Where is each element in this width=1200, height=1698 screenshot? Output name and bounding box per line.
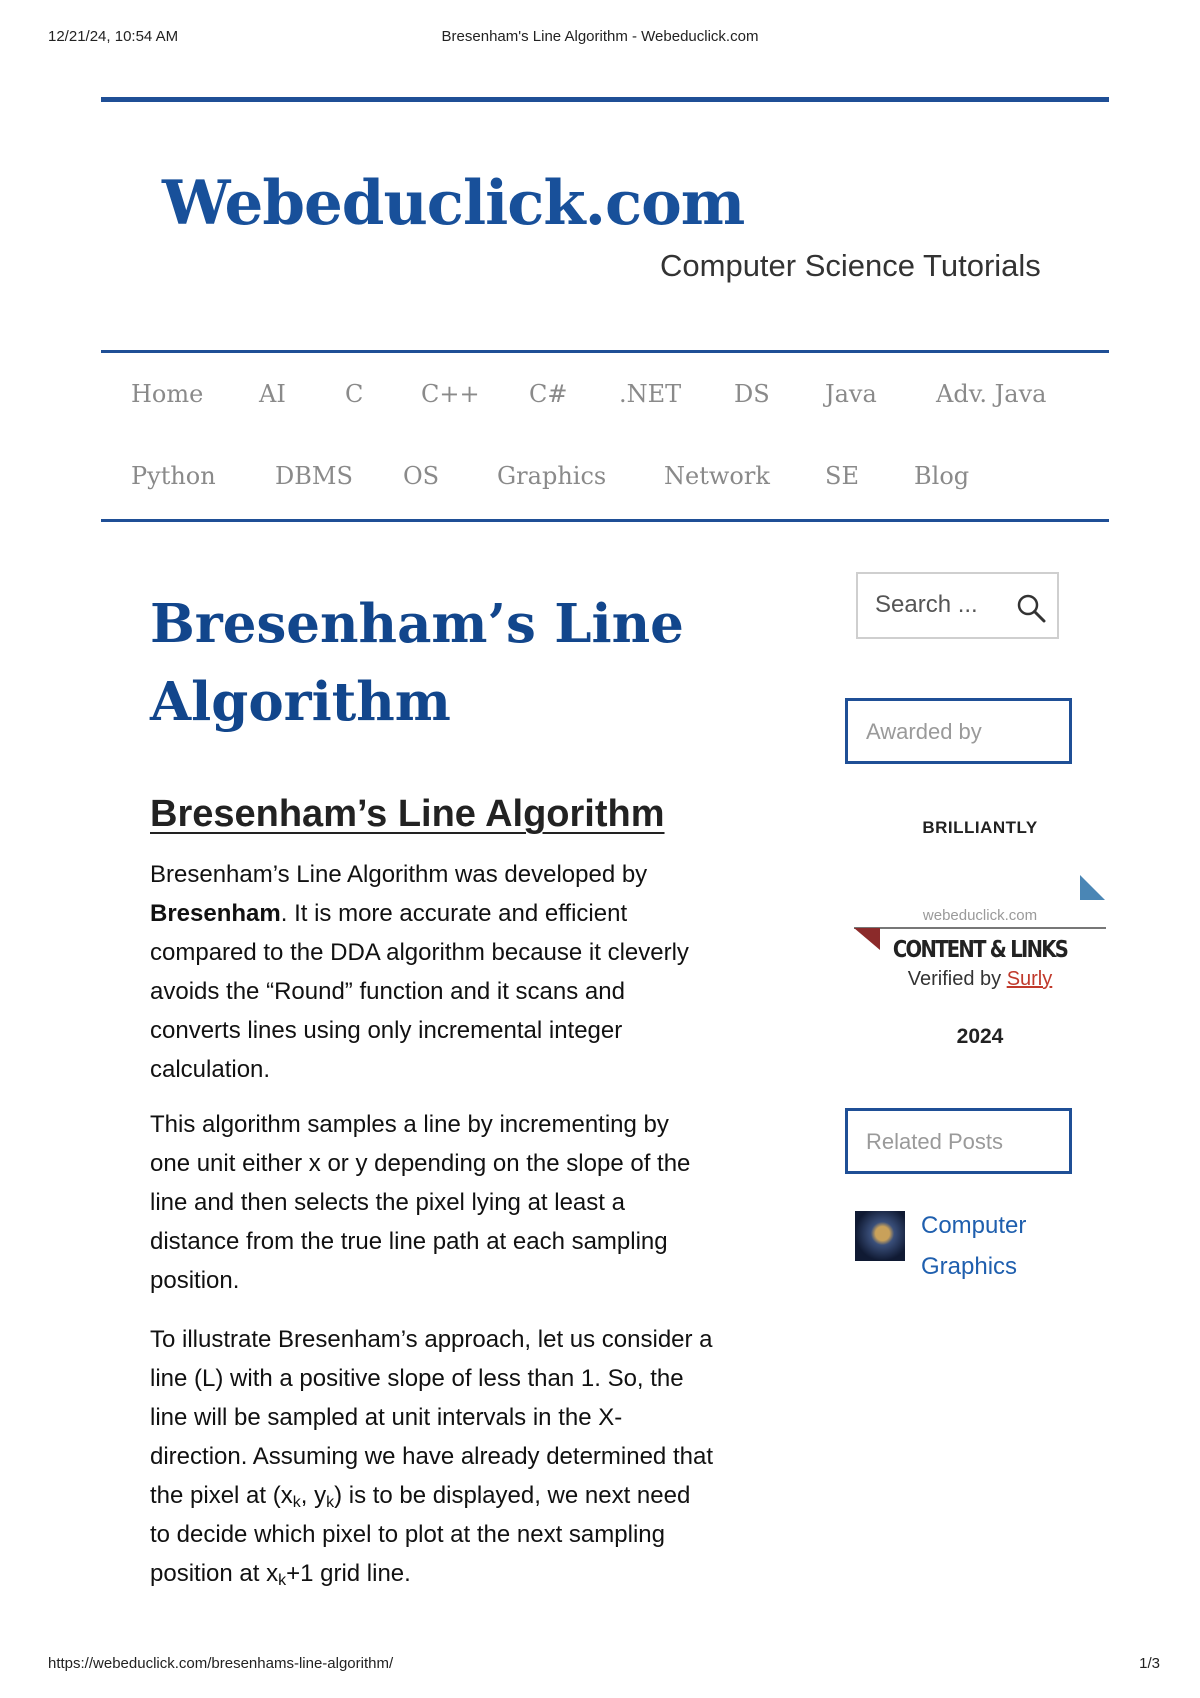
print-page-number: 1/3 xyxy=(1139,1655,1160,1672)
related-posts-widget-title xyxy=(845,1108,1072,1174)
subscript-k: k xyxy=(278,1572,287,1589)
nav-item-java[interactable]: Java xyxy=(825,380,877,408)
p2-line-4: distance from the true line path at each sampling xyxy=(150,1228,668,1255)
nav-item-graphics[interactable]: Graphics xyxy=(497,462,607,490)
p2-line-5: position. xyxy=(150,1267,240,1294)
related-posts-label: Related Posts xyxy=(866,1129,1003,1154)
awarded-widget-title xyxy=(845,698,1072,764)
subscript-k: k xyxy=(292,1494,301,1511)
p1-line-6: calculation. xyxy=(150,1056,271,1083)
section-heading: Bresenham’s Line Algorithm xyxy=(150,793,665,835)
p1-line-4: avoids the “Round” function and it scans and xyxy=(150,978,625,1005)
print-header xyxy=(0,28,1200,50)
nav-item-python[interactable]: Python xyxy=(131,462,216,490)
nav-item-dotnet[interactable]: .NET xyxy=(619,380,682,408)
related-post-link[interactable] xyxy=(921,1205,1091,1287)
awarded-label: Awarded by xyxy=(866,719,982,744)
badge-verified-label: Verified by xyxy=(907,968,1007,990)
p3-line-5-a: the pixel at (x xyxy=(150,1482,293,1509)
blue-corner-mark xyxy=(1080,875,1105,900)
p3-line-5 xyxy=(150,1482,690,1509)
nav-item-ai[interactable]: AI xyxy=(259,380,286,408)
nav-item-cpp[interactable]: C++ xyxy=(421,380,480,408)
p1-line-2: . It is more accurate and efficient xyxy=(280,900,628,927)
p3-line-7-a: position at x xyxy=(150,1560,279,1587)
related-post-title-line-2[interactable]: Graphics xyxy=(921,1253,1018,1280)
surly-link[interactable]: Surly xyxy=(1006,968,1053,990)
badge-year: 2024 xyxy=(956,1025,1004,1048)
page-title-line-2: Algorithm xyxy=(150,671,451,733)
top-rule xyxy=(101,97,1109,102)
nav-item-os[interactable]: OS xyxy=(403,462,440,490)
p3-line-3: line will be sampled at unit intervals in the X- xyxy=(150,1404,623,1431)
p2-line-2: one unit either x or y depending on the slope of the xyxy=(150,1150,691,1177)
page-title xyxy=(150,585,770,741)
nav-bottom-rule xyxy=(101,519,1109,522)
print-url: https://webeduclick.com/bresenhams-line-algorithm/ xyxy=(48,1655,394,1672)
p1-bold-name: Bresenham xyxy=(150,900,281,927)
nav-item-blog[interactable]: Blog xyxy=(914,462,970,490)
p3-line-5-c: ) is to be displayed, we next need xyxy=(334,1482,691,1509)
paragraph-2 xyxy=(150,1105,780,1300)
nav-item-ds[interactable]: DS xyxy=(734,380,770,408)
p2-line-3: line and then selects the pixel lying at least a xyxy=(150,1189,625,1216)
p3-line-6: to decide which pixel to plot at the next sampling xyxy=(150,1521,665,1548)
p2-line-1: This algorithm samples a line by incrementing by xyxy=(150,1111,669,1138)
badge-verified xyxy=(850,968,1110,991)
print-datetime: 12/21/24, 10:54 AM xyxy=(48,28,179,45)
search-input[interactable]: Search ... xyxy=(875,591,978,618)
related-post-thumbnail[interactable] xyxy=(855,1211,905,1261)
site-tagline: Computer Science Tutorials xyxy=(660,248,1041,283)
paragraph-3 xyxy=(150,1320,780,1593)
nav-top-rule xyxy=(101,350,1109,353)
p3-line-1: To illustrate Bresenham’s approach, let us consider a xyxy=(150,1326,713,1353)
p3-line-2: line (L) with a positive slope of less than 1. So, the xyxy=(150,1365,684,1392)
print-footer xyxy=(0,1655,1200,1677)
badge-domain: webeduclick.com xyxy=(922,907,1038,924)
nav-item-se[interactable]: SE xyxy=(825,462,859,490)
paragraph-1 xyxy=(150,855,780,1089)
print-page-title: Bresenham's Line Algorithm - Webeduclick.com xyxy=(441,28,759,45)
p1-line-5: converts lines using only incremental integer xyxy=(150,1017,623,1044)
page-title-line-1: Bresenham’s Line xyxy=(150,593,684,655)
p3-line-7 xyxy=(150,1560,411,1587)
search-icon[interactable] xyxy=(1015,592,1047,624)
p3-line-7-b: +1 grid line. xyxy=(286,1560,411,1587)
related-post-title-line-1[interactable]: Computer xyxy=(921,1212,1027,1239)
nav-item-home[interactable]: Home xyxy=(131,380,204,408)
nav-item-csharp[interactable]: C# xyxy=(529,380,568,408)
nav-item-network[interactable]: Network xyxy=(664,462,770,490)
p1-line-3: compared to the DDA algorithm because it cleverly xyxy=(150,939,689,966)
search-box[interactable] xyxy=(856,572,1059,639)
site-title[interactable]: Webeduclick.com xyxy=(162,168,745,239)
surly-award-badge[interactable] xyxy=(850,810,1110,1060)
related-post-item[interactable] xyxy=(855,1205,1095,1295)
subscript-k: k xyxy=(326,1494,335,1511)
nav-item-c[interactable]: C xyxy=(345,380,364,408)
nav-item-dbms[interactable]: DBMS xyxy=(275,462,353,490)
p1-line-1: Bresenham’s Line Algorithm was developed by xyxy=(150,861,648,888)
badge-content-links: CONTENT & LINKS xyxy=(892,937,1068,963)
p3-line-4: direction. Assuming we have already determined that xyxy=(150,1443,713,1470)
badge-graphic xyxy=(850,810,1110,1060)
badge-brilliantly: BRILLIANTLY xyxy=(922,818,1038,837)
p3-line-5-b: , y xyxy=(300,1482,327,1509)
nav-item-adv-java[interactable]: Adv. Java xyxy=(936,380,1047,408)
